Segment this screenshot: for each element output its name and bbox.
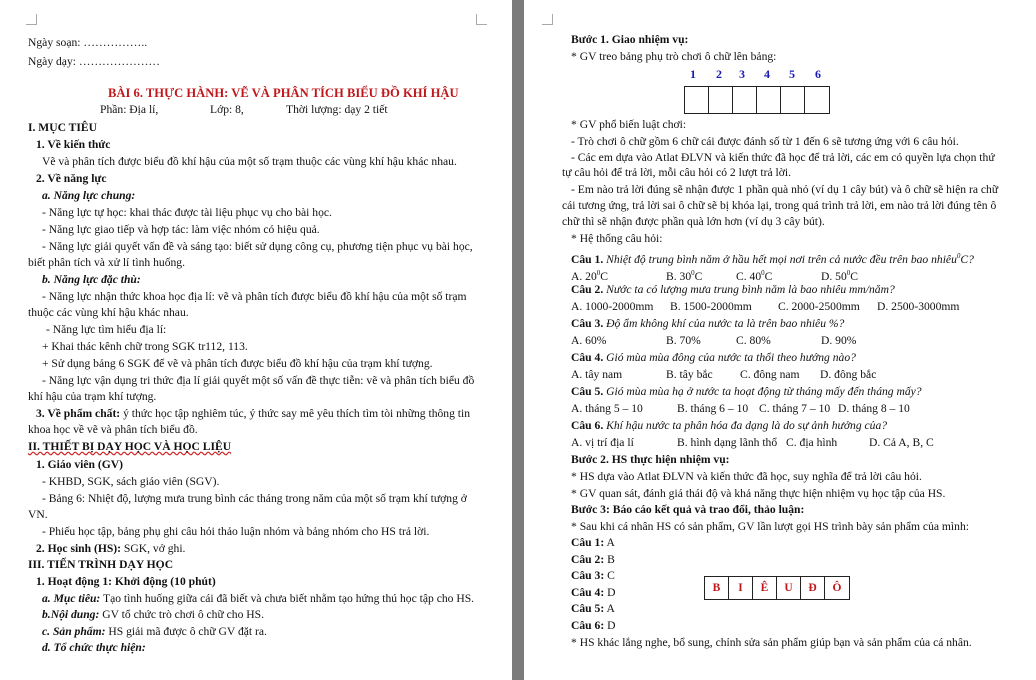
paragraph: - KHBD, SGK, sách giáo viên (SGV). xyxy=(42,475,220,488)
answer-option: C. 80% xyxy=(736,334,771,347)
lesson-title: BÀI 6. THỰC HÀNH: VẼ VÀ PHÂN TÍCH BIỂU ĐỒ KHÍ HẬU xyxy=(108,86,459,100)
question-text: Khí hậu nước ta phân hóa đa dạng là do sự ảnh hưởng của? xyxy=(603,419,888,432)
paragraph: - Năng lực giao tiếp và hợp tác: làm việc nhóm có hiệu quả. xyxy=(42,223,320,236)
question-text: Gió mùa mùa đông của nước ta thổi theo hướng nào? xyxy=(603,351,856,364)
crossword-number: 5 xyxy=(789,67,795,81)
option-unit: C xyxy=(694,269,703,283)
inline-label: b.Nội dung: xyxy=(42,608,100,621)
option-unit: C xyxy=(600,269,608,283)
paragraph: - Năng lực vận dụng tri thức địa lí giải quyết một số vấn đề thực tiễn: vẽ và phân tích biểu đồ xyxy=(42,374,475,387)
answer-line xyxy=(571,553,615,567)
question-text: Nhiệt độ trung bình năm ở hầu hết mọi nơi trên cả nước đều trên bao nhiêu xyxy=(603,252,957,266)
question xyxy=(571,385,922,399)
answer-letter-cell: Ê xyxy=(753,577,777,599)
answer-option: D. 90% xyxy=(821,334,857,347)
question-text: Gió mùa mùa hạ ở nước ta hoạt động từ tháng mấy đến tháng mấy? xyxy=(603,385,922,398)
crossword-number: 1 xyxy=(690,67,696,81)
paragraph: - Năng lực nhận thức khoa học địa lí: vẽ và phân tích được biểu đồ khí hậu của một số trạm xyxy=(42,290,467,303)
section-heading: I. MỤC TIÊU xyxy=(28,121,98,134)
paragraph: + Khai thác kênh chữ trong SGK tr112, 113. xyxy=(42,340,248,353)
answer-option: D. Cả A, B, C xyxy=(869,436,934,449)
answer-option: B. 70% xyxy=(666,334,701,347)
question-text: Nước ta có lượng mưa trung bình năm là bao nhiêu mm/năm? xyxy=(603,283,895,296)
crossword-number: 2 xyxy=(716,67,722,81)
crossword-cell xyxy=(685,87,709,113)
answer-value: C xyxy=(604,569,615,582)
step-heading: Bước 1. Giao nhiệm vụ: xyxy=(571,33,689,46)
question xyxy=(571,283,895,297)
crossword-number: 4 xyxy=(764,67,770,81)
crossword-cell xyxy=(781,87,805,113)
answer-option: C. đông nam xyxy=(740,368,800,381)
option-unit: C xyxy=(764,269,773,283)
item-heading: a. Năng lực chung: xyxy=(42,189,136,202)
crossword-grid xyxy=(684,86,830,114)
question xyxy=(571,249,974,267)
answer-option: A. 60% xyxy=(571,334,607,347)
answer-value: A xyxy=(604,536,615,549)
crossword-cell xyxy=(709,87,733,113)
answer-option: A. vị trí địa lí xyxy=(571,436,634,449)
inline-text: SGK, vở ghi. xyxy=(121,542,186,555)
subsection-heading: 1. Giáo viên (GV) xyxy=(36,458,123,471)
question-label: Câu 5. xyxy=(571,385,604,398)
paragraph: tự câu hỏi để trả lời, mỗi câu hỏi có 2 lượt trả lời. xyxy=(562,166,791,179)
answer-label: Câu 2: xyxy=(571,553,605,566)
subsection-heading: 1. Hoạt động 1: Khởi động (10 phút) xyxy=(36,575,216,588)
document-page-right xyxy=(524,0,1036,680)
inline-label: c. Sản phẩm: xyxy=(42,625,106,638)
question xyxy=(571,351,856,365)
paragraph: * GV treo bảng phụ trò chơi ô chữ lên bảng: xyxy=(571,50,777,63)
crossword-cell xyxy=(757,87,781,113)
question-text-end: C? xyxy=(960,252,974,266)
answer-option: B. hình dạng lãnh thổ xyxy=(677,436,778,449)
answer-option: A. tháng 5 – 10 xyxy=(571,402,643,415)
degree-superscript: 0 xyxy=(761,269,765,277)
degree-superscript: 0 xyxy=(956,252,961,260)
answer-word-grid xyxy=(704,576,850,600)
subsection-heading: 2. Về năng lực xyxy=(36,172,107,185)
answer-option: B. 1500-2000mm xyxy=(670,300,752,313)
answer-option: D. 2500-3000mm xyxy=(877,300,960,313)
page-corner-mark xyxy=(26,14,37,25)
step-heading: Bước 3: Báo cáo kết quả và trao đổi, thảo luận: xyxy=(571,503,805,516)
paragraph: - Trò chơi ô chữ gồm 6 chữ cái được đánh số từ 1 đến 6 sẽ tương ứng với 6 câu hỏi. xyxy=(571,135,959,148)
answer-option: C. tháng 7 – 10 xyxy=(759,402,831,415)
answer-letter-cell: Đ xyxy=(801,577,825,599)
date-taught: Ngày dạy: ………………… xyxy=(28,55,161,68)
answer-option: C. 2000-2500mm xyxy=(778,300,860,313)
degree-superscript: 0 xyxy=(846,269,851,277)
answer-option: B. tây bắc xyxy=(666,368,713,381)
answer-line xyxy=(571,602,615,616)
item-heading: d. Tổ chức thực hiện: xyxy=(42,641,146,654)
option-text: C. 40 xyxy=(736,269,762,283)
inline-label: a. Mục tiêu: xyxy=(42,592,101,605)
subsection-heading: 1. Về kiến thức xyxy=(36,138,111,151)
answer-option: A. 1000-2000mm xyxy=(571,300,654,313)
section-heading xyxy=(28,440,231,454)
paragraph: * GV phổ biến luật chơi: xyxy=(571,118,687,131)
paragraph: * HS dựa vào Atlat ĐLVN và kiến thức đã học, suy nghĩa để trả lời câu hỏi. xyxy=(571,470,922,483)
paragraph: - Năng lực tự học: khai thác được tài liệu phục vụ cho bài học. xyxy=(42,206,332,219)
subject-duration: Thời lượng: dạy 2 tiết xyxy=(286,103,388,116)
document-page-left xyxy=(0,0,512,680)
paragraph: - Bảng 6: Nhiệt độ, lượng mưa trung bình các tháng trong năm của một số trạm khí tượng ở xyxy=(42,492,467,505)
answer-option xyxy=(821,266,858,284)
paragraph xyxy=(42,608,264,622)
answer-value: D xyxy=(604,619,616,632)
answer-option: D. đông bắc xyxy=(820,368,877,381)
answer-option xyxy=(571,266,608,284)
paragraph: * GV quan sát, đánh giá thái độ và khả năng thực hiện nhiệm vụ học tập của HS. xyxy=(571,487,946,500)
paragraph: cái tương ứng, trả lời sai ô chữ sẽ bị khóa lại, trong quá trình trả lời, em nào trả lời đúng tên ô xyxy=(562,199,997,212)
section-heading: III. TIẾN TRÌNH DẠY HỌC xyxy=(28,558,174,571)
answer-letter-cell: I xyxy=(729,577,753,599)
paragraph: biết phân tích và xử lí tình huống. xyxy=(28,256,185,269)
paragraph: * Sau khi cá nhân HS có sản phẩm, GV lần lượt gọi HS trình bày sản phẩm của mình: xyxy=(571,520,969,533)
answer-letter-cell: B xyxy=(705,577,729,599)
paragraph xyxy=(36,542,185,556)
answer-label: Câu 4: xyxy=(571,586,605,599)
answer-label: Câu 1: xyxy=(571,536,605,549)
option-unit: C xyxy=(850,269,858,283)
inline-text: GV tổ chức trò chơi ô chữ cho HS. xyxy=(99,608,265,621)
question xyxy=(571,317,844,331)
answer-line xyxy=(571,619,615,633)
answer-option: A. tây nam xyxy=(571,368,623,381)
answer-line xyxy=(571,536,615,550)
date-prepared: Ngày soạn: …………….. xyxy=(28,36,148,49)
paragraph: - Năng lực tìm hiểu địa lí: xyxy=(46,323,167,336)
inline-label: 3. Về phẩm chất: xyxy=(36,407,121,420)
paragraph: chữ thì sẽ nhận được phần quà lớn hơn (ví dụ 3 cây bút). xyxy=(562,215,825,228)
answer-value: B xyxy=(604,553,615,566)
crossword-cell xyxy=(805,87,829,113)
paragraph xyxy=(42,592,474,606)
question-text: Độ ẩm không khí của nước ta là trên bao nhiêu %? xyxy=(603,317,845,330)
section-heading-text: II. THIẾT BỊ DẠY HỌC VÀ HỌC LIỆU xyxy=(28,440,232,453)
subject-part: Phần: Địa lí, xyxy=(100,103,159,116)
page-corner-mark xyxy=(542,14,553,25)
paragraph: Vẽ và phân tích được biểu đồ khí hậu của một số trạm thuộc các vùng khí hậu khác nhau. xyxy=(42,155,457,168)
answer-line xyxy=(571,586,615,600)
option-text: D. 50 xyxy=(821,269,847,283)
answer-line xyxy=(571,569,615,583)
paragraph: khoa học về vẽ và phân tích biểu đồ. xyxy=(28,423,198,436)
question-label: Câu 4. xyxy=(571,351,604,364)
paragraph: - Năng lực giải quyết vấn đề và sáng tạo: biết sử dụng công cụ, phương tiện phục vụ bài học, xyxy=(42,240,473,253)
paragraph: + Sử dụng bảng 6 SGK để vẽ và phân tích được biểu đồ khí hậu của trạm khí tượng. xyxy=(42,357,433,370)
inline-text: ý thức học tập nghiêm túc, ý thức say mê yêu thích tìm tòi những thông tin xyxy=(120,407,471,420)
question-label: Câu 3. xyxy=(571,317,604,330)
paragraph: * Hệ thống câu hỏi: xyxy=(571,232,663,245)
answer-value: D xyxy=(604,586,616,599)
answer-option: B. tháng 6 – 10 xyxy=(677,402,749,415)
paragraph: * HS khác lắng nghe, bổ sung, chỉnh sửa sản phẩm giúp bạn và sản phẩm của cá nhân. xyxy=(571,636,972,649)
inline-text: HS giải mã được ô chữ GV đặt ra. xyxy=(105,625,267,638)
answer-letter-cell: Ô xyxy=(832,582,842,594)
answer-option: D. tháng 8 – 10 xyxy=(838,402,910,415)
answer-option xyxy=(666,266,702,284)
item-heading: b. Năng lực đặc thù: xyxy=(42,273,141,286)
paragraph: - Em nào trả lời đúng sẽ nhận được 1 phần quà nhỏ (ví dụ 1 cây bút) và ô chữ sẽ hiện ra chữ xyxy=(571,183,999,196)
degree-superscript: 0 xyxy=(691,269,695,277)
inline-label: 2. Học sinh (HS): xyxy=(36,542,122,555)
paragraph: thuộc các vùng khí hậu khác nhau. xyxy=(28,306,189,319)
paragraph xyxy=(42,625,267,639)
degree-superscript: 0 xyxy=(596,269,601,277)
subject-grade: Lớp: 8, xyxy=(210,103,244,116)
step-heading: Bước 2. HS thực hiện nhiệm vụ: xyxy=(571,453,730,466)
page-corner-mark xyxy=(476,14,487,25)
inline-text: Tạo tình huống giữa cái đã biết và chưa biết nhằm tạo hứng thú học tập cho HS. xyxy=(100,592,475,605)
option-text: A. 20 xyxy=(571,269,597,283)
answer-label: Câu 3: xyxy=(571,569,605,582)
answer-label: Câu 6: xyxy=(571,619,605,632)
paragraph xyxy=(36,407,470,421)
crossword-number: 3 xyxy=(739,67,745,81)
crossword-cell xyxy=(733,87,757,113)
question xyxy=(571,419,887,433)
question-label: Câu 6. xyxy=(571,419,604,432)
paragraph: - Các em dựa vào Atlat ĐLVN và kiến thức đã học để trả lời, các em có quyền lựa chọn thứ xyxy=(571,151,995,164)
answer-option: C. địa hình xyxy=(786,436,838,449)
question-label: Câu 2. xyxy=(571,283,604,296)
answer-value: A xyxy=(604,602,615,615)
answer-label: Câu 5: xyxy=(571,602,605,615)
paragraph: - Phiếu học tập, bảng phụ ghi câu hỏi thảo luận nhóm và bảng nhóm cho HS trả lời. xyxy=(42,525,430,538)
paragraph: VN. xyxy=(28,508,48,521)
answer-option xyxy=(736,266,772,284)
crossword-number: 6 xyxy=(815,67,821,81)
paragraph: khí hậu của trạm khí tượng. xyxy=(28,390,157,403)
answer-letter-cell: U xyxy=(777,577,801,599)
question-label: Câu 1. xyxy=(571,252,604,266)
option-text: B. 30 xyxy=(666,269,692,283)
